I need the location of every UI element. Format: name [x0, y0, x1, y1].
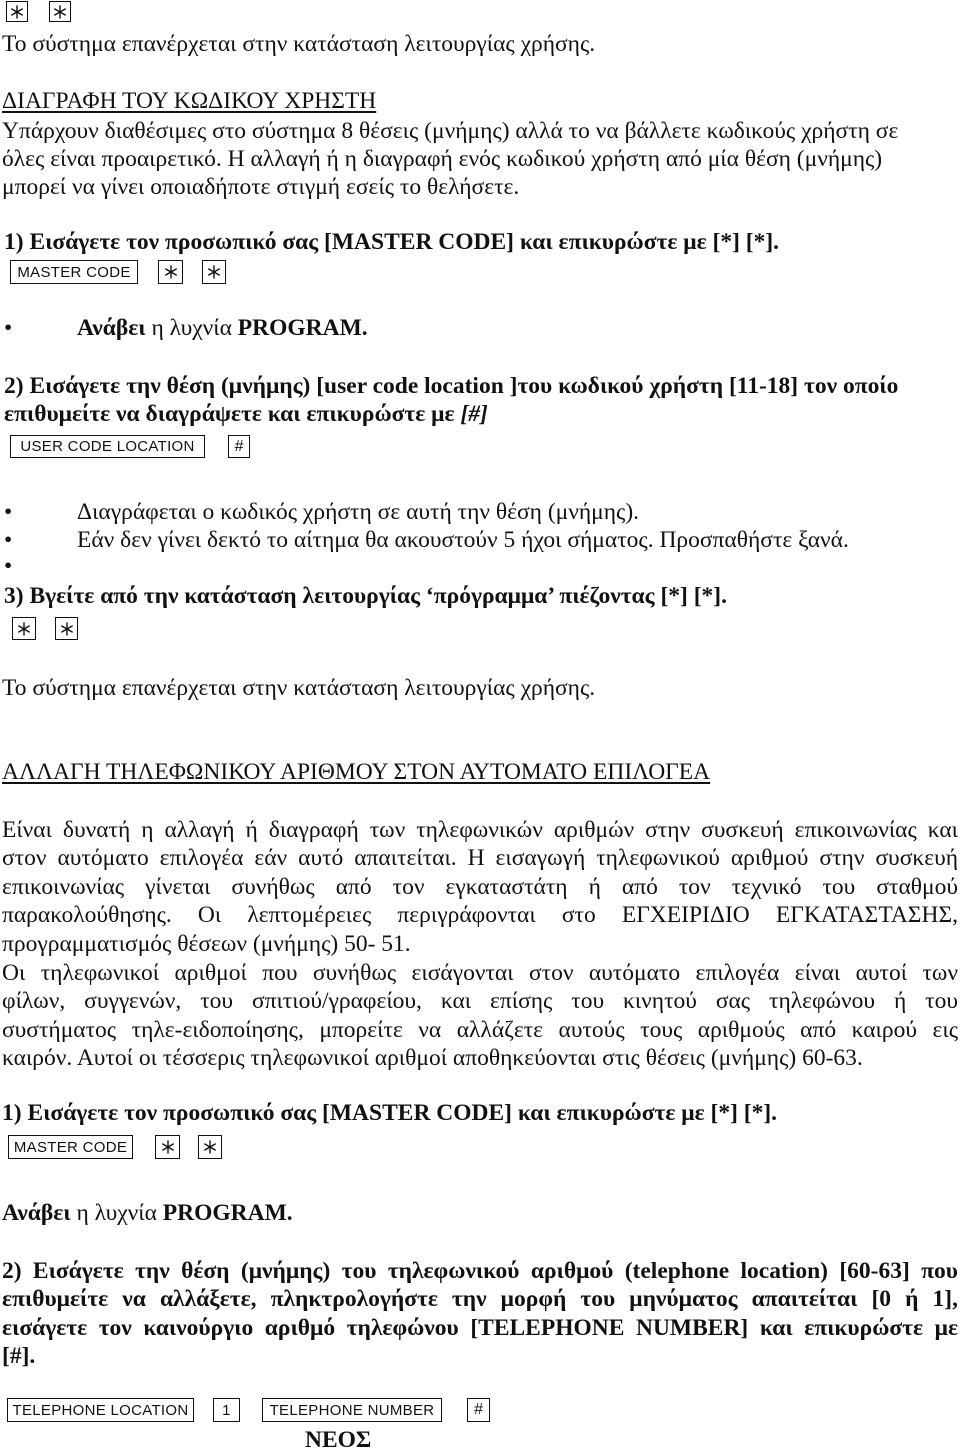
- bullet-icon: [4, 552, 12, 580]
- intro-line: Υπάρχουν διαθέσιμες στο σύστημα 8 θέσεις (μνήμης) αλλά το να βάλλετε κωδικούς χρήστη σε: [2, 118, 899, 144]
- result-text: η λυχνία: [151, 315, 232, 341]
- step-result: [4, 498, 639, 526]
- master-code-key: MASTER CODE: [8, 1135, 133, 1159]
- asterisk-icon: [60, 622, 74, 636]
- step-1-instruction: 1) Εισάγετε τον προσωπικό σας [MASTER CODE] και επικυρώστε με [*] [*].: [4, 229, 780, 255]
- paragraph-line: καιρόν. Αυτοί οι τέσσερις τηλεφωνικοί αριθμοί αποθηκεύονται στις θέσεις (μνήμης) 60-63.: [2, 1045, 863, 1071]
- result-text: η λυχνία: [76, 1200, 157, 1226]
- bullet-icon: [4, 526, 12, 554]
- star-key: [49, 1, 71, 22]
- step-2-instruction: [#].: [2, 1343, 36, 1369]
- step-2-instruction: 2) Εισάγετε την θέση (μνήμης) [user code location ]του κωδικού χρήστη [11-18] τον οποίο: [4, 373, 899, 399]
- step-result: [4, 526, 849, 554]
- paragraph-line: προγραμματισμός θέσεων (μνήμης) 50- 51.: [2, 931, 411, 957]
- step-2-instruction: εισάγετε τον καινούργιο αριθμό τηλεφώνου [TELEPHONE NUMBER] και επικυρώστε με: [2, 1315, 958, 1341]
- user-code-location-key: USER CODE LOCATION: [10, 435, 205, 458]
- star-key: [12, 617, 36, 640]
- step-2-confirm: [#]: [460, 401, 488, 427]
- result-text: Διαγράφεται ο κωδικός χρήστη σε αυτή την θέση (μνήμης).: [77, 499, 640, 525]
- star-key: [55, 617, 78, 640]
- star-key: [158, 260, 183, 284]
- step-2-instruction: 2) Εισάγετε την θέση (μνήμης) του τηλεφωνικού αριθμού (telephone location) [60-63] που: [2, 1258, 958, 1284]
- asterisk-icon: [207, 265, 221, 279]
- paragraph-line: Οι τηλεφωνικοί αριθμοί που συνήθως εισάγονται στον αυτόματο επιλογέα είναι αυτοί των: [2, 960, 958, 986]
- bullet-icon: [4, 314, 12, 342]
- intro-line: μπορεί να γίνει οποιαδήποτε στιγμή εσείς το θελήσετε.: [2, 174, 520, 200]
- paragraph-line: παρακολούθησης. Οι λεπτομέρειες περιγράφονται στο ΕΓΧΕΙΡΙΔΙΟ ΕΓΚΑΤΑΣΤΑΣΗΣ,: [2, 902, 958, 928]
- master-code-key: MASTER CODE: [10, 260, 138, 284]
- telephone-number-key: TELEPHONE NUMBER: [262, 1398, 442, 1422]
- paragraph-line: επικοινωνίας γίνεται συνήθως από τον εγκαταστάτη ή από τον τεχνικό του σταθμού: [2, 874, 958, 900]
- paragraph-line: συστήματος τηλε-ειδοποίησης, μπορείτε να αλλάζετε αυτούς τους αριθμούς από καιρού εις: [2, 1017, 958, 1043]
- step-2-instruction: [4, 400, 488, 428]
- digit-1-key: 1: [213, 1398, 240, 1422]
- star-key: [155, 1135, 180, 1159]
- asterisk-icon: [10, 5, 24, 19]
- asterisk-icon: [203, 1140, 217, 1154]
- section-heading: ΑΛΛΑΓΗ ΤΗΛΕΦΩΝΙΚΟΥ ΑΡΙΘΜΟΥ ΣΤΟΝ ΑΥΤΟΜΑΤΟ ΕΠΙΛΟΓΕΑ: [2, 759, 711, 785]
- step-1-instruction: 1) Εισάγετε τον προσωπικό σας [MASTER CODE] και επικυρώστε με [*] [*].: [2, 1100, 778, 1126]
- paragraph-line: στον αυτόματο επιλογέα εάν αυτό απαιτείται. Η εισαγωγή τηλεφωνικού αριθμού στην συσκευή: [2, 845, 958, 871]
- telephone-location-key: TELEPHONE LOCATION: [7, 1398, 194, 1422]
- paragraph-line: φίλων, συγγενών, του σπιτιού/γραφείου, και επίσης του κινητού σας τηλεφώνου ή του: [2, 988, 958, 1014]
- section-heading: ΔΙΑΓΡΑΦΗ ΤΟΥ ΚΩΔΙΚΟΥ ΧΡΗΣΤΗ: [2, 88, 377, 114]
- result-text: Εάν δεν γίνει δεκτό το αίτημα θα ακουστούν 5 ήχοι σήματος. Προσπαθήστε ξανά.: [77, 527, 849, 553]
- asterisk-icon: [164, 265, 178, 279]
- bullet-icon: [4, 498, 12, 526]
- result-verb: Ανάβει: [2, 1200, 71, 1226]
- asterisk-icon: [53, 5, 67, 19]
- hash-key: #: [228, 435, 250, 458]
- step-result: [4, 314, 368, 342]
- step-2-instruction: επιθυμείτε να αλλάξετε, πληκτρολογήστε την μορφή του μηνύματος απαιτείται [0 ή 1],: [2, 1286, 958, 1312]
- asterisk-icon: [17, 622, 31, 636]
- star-key: [198, 1135, 222, 1159]
- return-note: Το σύστημα επανέρχεται στην κατάσταση λειτουργίας χρήσης.: [2, 675, 596, 701]
- step-result: [2, 1199, 293, 1227]
- asterisk-icon: [161, 1140, 175, 1154]
- result-indicator: PROGRAM.: [237, 315, 368, 341]
- paragraph-line: Είναι δυνατή η αλλαγή ή διαγραφή των τηλεφωνικών αριθμών στην συσκευή επικοινωνίας και: [2, 817, 958, 843]
- result-indicator: PROGRAM.: [162, 1200, 293, 1226]
- star-key: [6, 1, 28, 22]
- new-number-caption: ΝΕΟΣ: [305, 1427, 372, 1453]
- step-3-instruction: 3) Βγείτε από την κατάσταση λειτουργίας ‘πρόγραμμα’ πιέζοντας [*] [*].: [4, 583, 728, 609]
- star-key: [202, 260, 226, 284]
- intro-line: όλες είναι προαιρετικό. Η αλλαγή ή η διαγραφή ενός κωδικού χρήστη από μία θέση (μνήμης): [2, 146, 883, 172]
- step-2-text: επιθυμείτε να διαγράψετε και επικυρώστε με: [4, 401, 455, 427]
- result-verb: Ανάβει: [77, 315, 146, 341]
- return-note: Το σύστημα επανέρχεται στην κατάσταση λειτουργίας χρήσης.: [2, 31, 596, 57]
- hash-key: #: [467, 1398, 490, 1422]
